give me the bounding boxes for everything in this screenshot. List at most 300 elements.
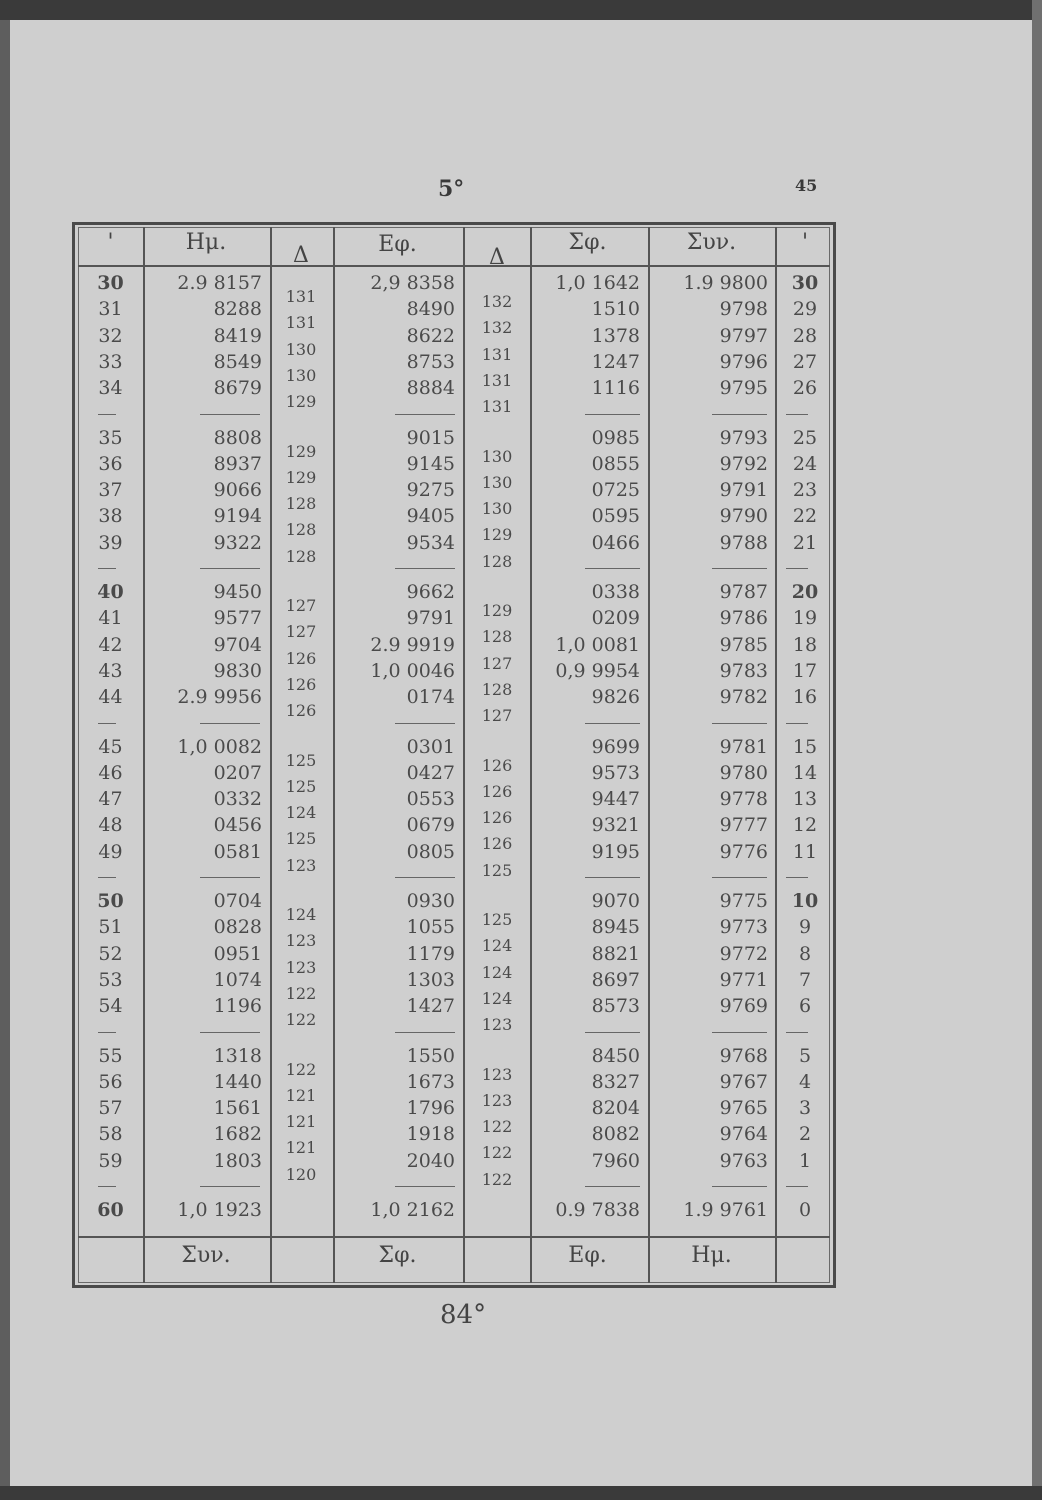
- group-separator: [786, 414, 808, 415]
- table-cell-m: 50: [97, 890, 124, 912]
- difference-tan: 129: [481, 601, 513, 620]
- table-cell-cos: 9796: [719, 350, 768, 373]
- table-cell-cos: 9777: [719, 814, 768, 837]
- table-cell-m: 33: [98, 350, 123, 373]
- table-cell-tan: 1303: [406, 968, 455, 991]
- table-cell-tan: 1796: [406, 1097, 455, 1120]
- table-cell-sin: 0581: [213, 840, 262, 863]
- difference-sin: 131: [285, 313, 317, 333]
- difference-sin: 125: [285, 776, 317, 796]
- difference-tan: 126: [481, 834, 513, 854]
- difference-tan: 122: [481, 1169, 513, 1189]
- table-cell-cot: 0985: [591, 426, 640, 449]
- table-cell-sin: 0332: [213, 788, 262, 811]
- table-cell-tan: 9275: [406, 479, 455, 502]
- table-cell-tan: 0679: [406, 814, 455, 837]
- table-cell-sin: 1196: [213, 995, 262, 1018]
- table-cell-mr: 25: [792, 426, 818, 449]
- table-cell-cot: 7960: [591, 1149, 640, 1172]
- group-separator: [200, 414, 260, 415]
- difference-tan: 128: [481, 679, 513, 699]
- difference-sin: 122: [285, 983, 317, 1003]
- table-cell-sin: 9066: [213, 479, 262, 502]
- group-separator: [712, 877, 767, 878]
- table-cell-cos: 9791: [719, 479, 768, 502]
- table-cell-mr: 16: [792, 686, 818, 709]
- group-separator: [786, 877, 808, 878]
- table-cell-m: 60: [97, 1199, 124, 1221]
- group-separator: [200, 723, 260, 724]
- table-cell-mr: 14: [792, 761, 818, 784]
- table-cell-cos: 9792: [719, 452, 768, 475]
- group-separator: [585, 877, 640, 878]
- table-cell-cot: 1116: [591, 377, 640, 400]
- group-separator: [395, 1186, 455, 1187]
- group-separator: [98, 414, 116, 415]
- table-cell-cos: 9776: [719, 840, 768, 863]
- table-cell-cos: 9793: [719, 426, 768, 449]
- difference-sin: 128: [285, 494, 317, 514]
- group-separator: [98, 1032, 116, 1033]
- table-cell-mr: 3: [798, 1097, 812, 1120]
- difference-tan: 128: [481, 551, 513, 571]
- difference-tan: 122: [481, 1117, 513, 1137]
- difference-tan: 124: [481, 988, 513, 1008]
- table-cell-cos: 9797: [719, 324, 768, 347]
- difference-tan: 129: [481, 525, 513, 545]
- difference-sin: 124: [285, 905, 317, 924]
- table-cell-cos: 9783: [719, 659, 768, 682]
- difference-sin: 126: [285, 648, 317, 668]
- difference-tan: 126: [481, 781, 513, 801]
- difference-tan: 127: [481, 706, 513, 726]
- group-separator: [98, 568, 116, 569]
- table-cell-mr: 11: [792, 840, 818, 863]
- table-cell-cot: 8450: [591, 1044, 640, 1067]
- table-cell-sin: 2.9 9956: [177, 686, 262, 709]
- table-cell-cot: 0,9 9954: [555, 659, 640, 682]
- table-cell-mr: 24: [792, 452, 818, 475]
- table-cell-tan: 8490: [406, 298, 455, 321]
- table-cell-cos: 9772: [719, 942, 768, 965]
- table-cell-tan: 1,0 2162: [370, 1199, 455, 1221]
- group-separator: [712, 723, 767, 724]
- table-cell-sin: 1440: [213, 1070, 262, 1093]
- table-cell-tan: 9534: [406, 531, 455, 554]
- footer-rule: [78, 1236, 830, 1238]
- table-cell-cos: 9764: [719, 1123, 768, 1146]
- table-cell-m: 41: [98, 607, 123, 630]
- table-cell-cot: 8082: [591, 1123, 640, 1146]
- table-cell-cot: 0466: [591, 531, 640, 554]
- difference-tan: 124: [481, 962, 513, 982]
- group-separator: [585, 723, 640, 724]
- table-cell-sin: 0704: [213, 890, 262, 912]
- difference-sin: 124: [285, 803, 317, 823]
- difference-tan: 130: [481, 472, 513, 492]
- table-cell-mr: 18: [792, 633, 818, 656]
- group-separator: [786, 568, 808, 569]
- table-cell-sin: 1318: [213, 1044, 262, 1067]
- table-cell-cos: 9780: [719, 761, 768, 784]
- difference-sin: 122: [285, 1010, 317, 1030]
- table-cell-mr: 9: [798, 916, 812, 939]
- table-cell-cot: 0725: [591, 479, 640, 502]
- table-cell-cos: 9768: [719, 1044, 768, 1067]
- table-cell-m: 47: [98, 788, 123, 811]
- table-cell-mr: 7: [798, 968, 812, 991]
- table-cell-cos: 9795: [719, 377, 768, 400]
- table-cell-cot: 9447: [591, 788, 640, 811]
- table-cell-mr: 6: [798, 995, 812, 1018]
- table-cell-sin: 8549: [213, 350, 262, 373]
- table-cell-cot: 9070: [591, 890, 640, 912]
- table-cell-m: 31: [98, 298, 123, 321]
- table-cell-m: 40: [97, 581, 124, 603]
- difference-tan: 123: [481, 1015, 513, 1035]
- column-header-sin: Ημ.: [185, 230, 227, 255]
- table-cell-sin: 0207: [213, 761, 262, 784]
- column-rule: [143, 227, 145, 1283]
- group-separator: [712, 414, 767, 415]
- table-cell-tan: 1,0 0046: [370, 659, 455, 682]
- difference-sin: 123: [285, 957, 317, 977]
- group-separator: [395, 877, 455, 878]
- table-cell-tan: 1427: [406, 995, 455, 1018]
- table-cell-mr: 20: [791, 581, 819, 603]
- difference-sin: 127: [285, 596, 317, 615]
- table-cell-cos: 9769: [719, 995, 768, 1018]
- difference-sin: 126: [285, 701, 317, 721]
- table-cell-sin: 1,0 1923: [177, 1199, 262, 1221]
- table-cell-sin: 2.9 8157: [177, 272, 262, 294]
- group-separator: [585, 414, 640, 415]
- table-cell-m: 43: [98, 659, 123, 682]
- table-cell-cot: 9826: [591, 686, 640, 709]
- table-cell-cot: 9699: [591, 735, 640, 758]
- difference-tan: 123: [481, 1090, 513, 1110]
- column-footer-tan: Σφ.: [378, 1243, 417, 1268]
- difference-tan: 125: [481, 910, 513, 929]
- table-cell-cot: 1,0 1642: [555, 272, 640, 294]
- table-cell-mr: 10: [791, 890, 819, 912]
- table-cell-m: 55: [98, 1044, 123, 1067]
- group-separator: [585, 1032, 640, 1033]
- table-cell-sin: 1074: [213, 968, 262, 991]
- difference-sin: 129: [285, 467, 317, 487]
- table-cell-sin: 8679: [213, 377, 262, 400]
- table-cell-mr: 19: [792, 607, 818, 630]
- table-cell-tan: 9405: [406, 505, 455, 528]
- difference-tan: 131: [481, 397, 513, 417]
- table-cell-cot: 0338: [591, 581, 640, 603]
- table-cell-mr: 4: [798, 1070, 812, 1093]
- table-cell-m: 37: [98, 479, 123, 502]
- table-cell-tan: 0805: [406, 840, 455, 863]
- group-separator: [200, 877, 260, 878]
- table-cell-mr: 13: [792, 788, 818, 811]
- difference-sin: 120: [285, 1164, 317, 1184]
- group-separator: [98, 1186, 116, 1187]
- difference-tan: 125: [481, 860, 513, 880]
- table-cell-mr: 2: [798, 1123, 812, 1146]
- difference-sin: 129: [285, 392, 317, 412]
- table-cell-tan: 9015: [406, 426, 455, 449]
- column-rule: [463, 227, 465, 1283]
- table-cell-mr: 23: [792, 479, 818, 502]
- table-cell-cos: 9765: [719, 1097, 768, 1120]
- difference-sin: 131: [285, 287, 317, 306]
- group-separator: [200, 1186, 260, 1187]
- group-separator: [395, 1032, 455, 1033]
- table-cell-sin: 8419: [213, 324, 262, 347]
- difference-sin: 121: [285, 1085, 317, 1105]
- table-cell-mr: 22: [792, 505, 818, 528]
- difference-tan: 123: [481, 1064, 513, 1084]
- difference-sin: 125: [285, 750, 317, 770]
- column-header-tan: Εφ.: [378, 232, 417, 257]
- table-cell-cot: 9321: [591, 814, 640, 837]
- table-cell-cot: 0209: [591, 607, 640, 630]
- table-cell-m: 59: [98, 1149, 123, 1172]
- table-cell-sin: 8937: [213, 452, 262, 475]
- column-header-d1: Δ: [293, 243, 309, 268]
- difference-tan: 128: [481, 627, 513, 647]
- column-rule: [648, 227, 650, 1283]
- table-cell-cos: 9763: [719, 1149, 768, 1172]
- difference-sin: 127: [285, 622, 317, 642]
- table-cell-m: 32: [98, 324, 123, 347]
- table-cell-cos: 9773: [719, 916, 768, 939]
- table-cell-cot: 8204: [591, 1097, 640, 1120]
- table-cell-tan: 0174: [406, 686, 455, 709]
- table-cell-m: 42: [98, 633, 123, 656]
- table-cell-mr: 17: [792, 659, 818, 682]
- table-cell-tan: 8884: [406, 377, 455, 400]
- group-separator: [712, 1032, 767, 1033]
- group-separator: [98, 877, 116, 878]
- table-cell-m: 39: [98, 531, 123, 554]
- table-cell-cos: 9781: [719, 735, 768, 758]
- table-cell-tan: 1055: [406, 916, 455, 939]
- table-cell-mr: 28: [792, 324, 818, 347]
- table-cell-cot: 8327: [591, 1070, 640, 1093]
- scan-top-edge: [0, 0, 1042, 20]
- group-separator: [786, 723, 808, 724]
- group-separator: [395, 568, 455, 569]
- table-cell-sin: 9577: [213, 607, 262, 630]
- table-cell-tan: 1179: [406, 942, 455, 965]
- group-separator: [585, 568, 640, 569]
- group-separator: [786, 1186, 808, 1187]
- table-cell-tan: 9145: [406, 452, 455, 475]
- table-cell-tan: 0427: [406, 761, 455, 784]
- difference-sin: 126: [285, 674, 317, 694]
- table-cell-m: 56: [98, 1070, 123, 1093]
- table-cell-cot: 9195: [591, 840, 640, 863]
- column-footer-sin: Συν.: [181, 1243, 231, 1268]
- table-cell-cot: 1247: [591, 350, 640, 373]
- table-cell-tan: 0930: [406, 890, 455, 912]
- difference-sin: 128: [285, 546, 317, 566]
- table-cell-mr: 15: [792, 735, 818, 758]
- table-cell-mr: 12: [792, 814, 818, 837]
- table-cell-m: 34: [98, 377, 123, 400]
- table-cell-cot: 8697: [591, 968, 640, 991]
- table-cell-cos: 9798: [719, 298, 768, 321]
- difference-tan: 132: [481, 292, 513, 311]
- group-separator: [786, 1032, 808, 1033]
- table-cell-m: 51: [98, 916, 123, 939]
- table-cell-cos: 9786: [719, 607, 768, 630]
- table-cell-mr: 8: [798, 942, 812, 965]
- table-cell-tan: 9662: [406, 581, 455, 603]
- table-cell-tan: 2,9 8358: [370, 272, 455, 294]
- table-cell-sin: 9450: [213, 581, 262, 603]
- difference-tan: 122: [481, 1143, 513, 1163]
- group-separator: [712, 568, 767, 569]
- table-cell-cos: 9782: [719, 686, 768, 709]
- table-cell-mr: 0: [798, 1199, 812, 1221]
- difference-sin: 129: [285, 441, 317, 461]
- difference-sin: 130: [285, 365, 317, 385]
- table-cell-sin: 8808: [213, 426, 262, 449]
- difference-sin: 123: [285, 855, 317, 875]
- table-cell-sin: 8288: [213, 298, 262, 321]
- column-header-cos: Συν.: [686, 230, 737, 255]
- table-cell-m: 58: [98, 1123, 123, 1146]
- difference-tan: 126: [481, 808, 513, 828]
- table-cell-sin: 1803: [213, 1149, 262, 1172]
- difference-tan: 131: [481, 344, 513, 364]
- difference-tan: 127: [481, 653, 513, 673]
- table-cell-cos: 9767: [719, 1070, 768, 1093]
- column-header-minute_right: ': [801, 230, 809, 255]
- column-header-d2: Δ: [489, 245, 505, 270]
- column-header-cot: Σφ.: [568, 230, 607, 255]
- table-cell-tan: 0553: [406, 788, 455, 811]
- table-cell-tan: 0301: [406, 735, 455, 758]
- table-cell-mr: 1: [798, 1149, 812, 1172]
- table-cell-cos: 9790: [719, 505, 768, 528]
- group-separator: [98, 723, 116, 724]
- group-separator: [200, 568, 260, 569]
- table-cell-cot: 8573: [591, 995, 640, 1018]
- difference-sin: 125: [285, 829, 317, 849]
- scan-right-edge: [1032, 0, 1042, 1500]
- table-cell-m: 52: [98, 942, 123, 965]
- table-cell-mr: 30: [791, 272, 819, 294]
- difference-tan: 130: [481, 499, 513, 519]
- column-rule: [333, 227, 335, 1283]
- table-cell-sin: 9194: [213, 505, 262, 528]
- table-cell-m: 46: [98, 761, 123, 784]
- table-cell-cos: 9785: [719, 633, 768, 656]
- table-cell-m: 44: [98, 686, 123, 709]
- table-cell-cot: 8821: [591, 942, 640, 965]
- table-cell-sin: 1682: [213, 1123, 262, 1146]
- table-cell-m: 49: [98, 840, 123, 863]
- difference-tan: 130: [481, 446, 513, 466]
- table-cell-m: 36: [98, 452, 123, 475]
- table-cell-sin: 0828: [213, 916, 262, 939]
- column-footer-cos: Ημ.: [691, 1243, 732, 1268]
- table-cell-sin: 0456: [213, 814, 262, 837]
- table-cell-tan: 8753: [406, 350, 455, 373]
- table-cell-sin: 0951: [213, 942, 262, 965]
- table-cell-m: 54: [98, 995, 123, 1018]
- table-cell-m: 30: [97, 272, 124, 294]
- table-cell-m: 48: [98, 814, 123, 837]
- table-cell-sin: 1,0 0082: [177, 735, 262, 758]
- header-rule: [78, 265, 830, 267]
- table-cell-mr: 27: [792, 350, 818, 373]
- table-cell-tan: 8622: [406, 324, 455, 347]
- difference-sin: 128: [285, 520, 317, 540]
- table-cell-cot: 9573: [591, 761, 640, 784]
- difference-tan: 132: [481, 318, 513, 338]
- table-cell-tan: 2040: [406, 1149, 455, 1172]
- difference-tan: 131: [481, 370, 513, 390]
- table-cell-cos: 9771: [719, 968, 768, 991]
- table-cell-cot: 0595: [591, 505, 640, 528]
- group-separator: [395, 723, 455, 724]
- group-separator: [200, 1032, 260, 1033]
- table-cell-sin: 9704: [213, 633, 262, 656]
- table-cell-m: 53: [98, 968, 123, 991]
- table-cell-cos: 9787: [719, 581, 768, 603]
- table-cell-cot: 8945: [591, 916, 640, 939]
- table-cell-mr: 29: [792, 298, 818, 321]
- table-cell-cot: 1510: [591, 298, 640, 321]
- table-cell-m: 57: [98, 1097, 123, 1120]
- table-cell-mr: 21: [792, 531, 818, 554]
- table-cell-m: 45: [98, 735, 123, 758]
- page-number: 45: [795, 176, 818, 195]
- difference-tan: 126: [481, 755, 513, 775]
- group-separator: [395, 414, 455, 415]
- table-cell-tan: 9791: [406, 607, 455, 630]
- difference-sin: 122: [285, 1059, 317, 1079]
- table-cell-cos: 9788: [719, 531, 768, 554]
- group-separator: [585, 1186, 640, 1187]
- table-cell-mr: 26: [792, 377, 818, 400]
- group-separator: [712, 1186, 767, 1187]
- table-cell-cos: 9775: [719, 890, 768, 912]
- table-cell-cot: 1,0 0081: [555, 633, 640, 656]
- table-cell-m: 38: [98, 505, 123, 528]
- table-cell-mr: 5: [798, 1044, 812, 1067]
- page-footer-degree: 84°: [440, 1300, 487, 1330]
- column-rule: [530, 227, 532, 1283]
- difference-sin: 130: [285, 339, 317, 359]
- table-cell-cos: 9778: [719, 788, 768, 811]
- column-footer-cot: Εφ.: [568, 1243, 607, 1268]
- table-cell-tan: 1673: [406, 1070, 455, 1093]
- difference-sin: 121: [285, 1138, 317, 1158]
- difference-sin: 123: [285, 931, 317, 951]
- table-cell-sin: 9830: [213, 659, 262, 682]
- table-cell-cos: 1.9 9800: [683, 272, 768, 294]
- table-cell-sin: 9322: [213, 531, 262, 554]
- table-cell-cot: 1378: [591, 324, 640, 347]
- table-cell-cot: 0855: [591, 452, 640, 475]
- table-cell-cot: 0.9 7838: [555, 1199, 640, 1221]
- difference-tan: 124: [481, 936, 513, 956]
- page-degree-header: 5°: [438, 176, 465, 202]
- table-cell-tan: 1918: [406, 1123, 455, 1146]
- table-cell-sin: 1561: [213, 1097, 262, 1120]
